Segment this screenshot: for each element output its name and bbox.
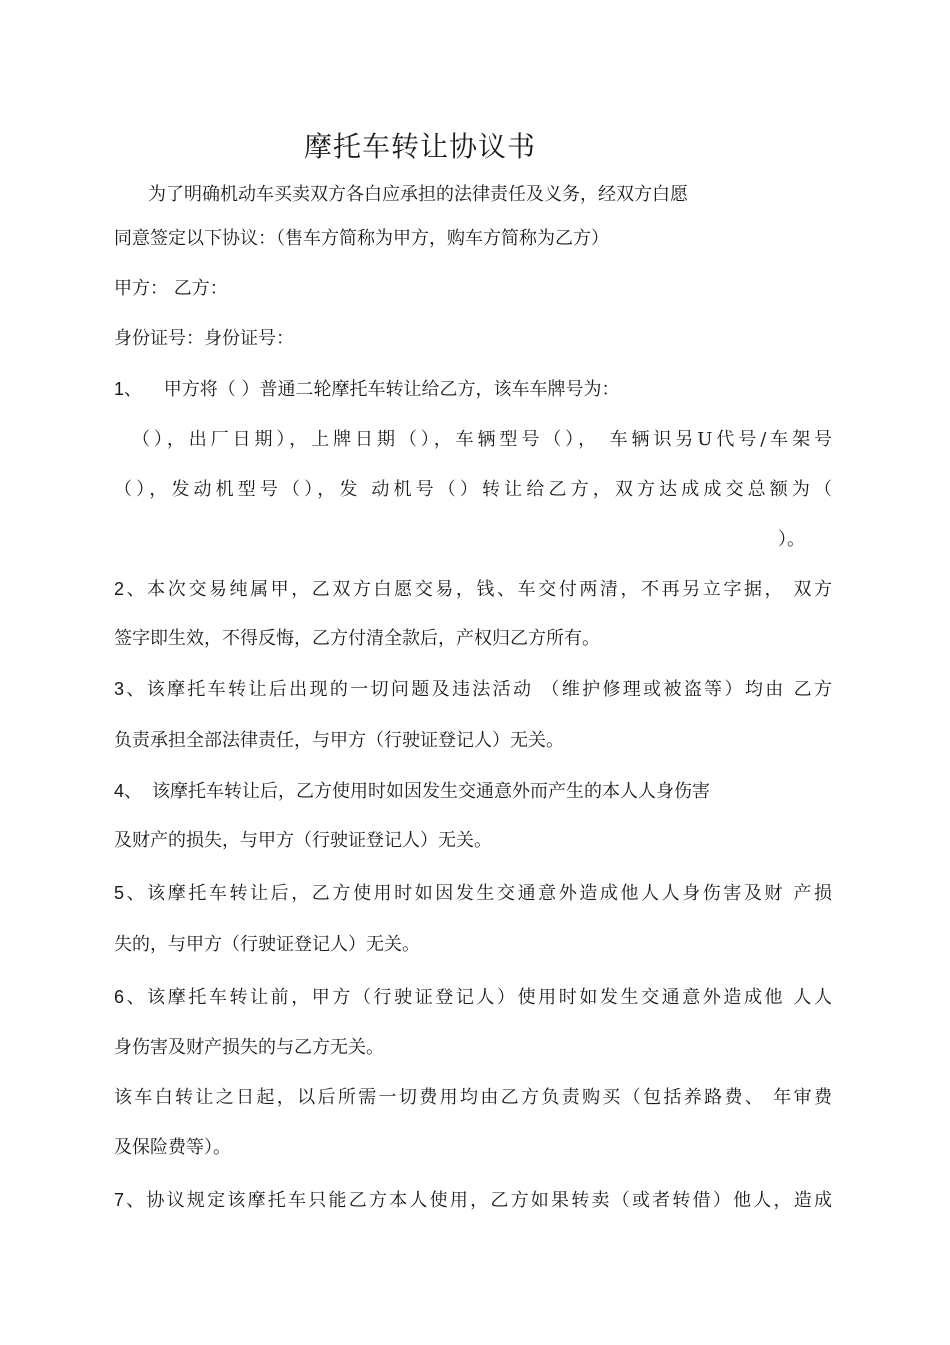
clause-number: 1、 xyxy=(114,379,143,399)
clause-1-line-2: （），出厂日期），上牌日期（），车辆型号（）， 车辆识另U代号/车架号 xyxy=(132,429,832,450)
clause-text: 该摩托车转让前，甲方（行驶证登记人）使用时如发生交通意外造成他 人人 xyxy=(147,987,832,1008)
clause-number: 7、 xyxy=(114,1190,147,1210)
clause-1-line-3: （），发动机型号（），发 动机号（）转让给乙方，双方达成成交总额为（ xyxy=(114,479,832,500)
clause-4 xyxy=(114,779,710,804)
clause-7 xyxy=(114,1188,832,1213)
clause-text: 该摩托车转让后出现的一切问题及违法活动 （维护修理或被盗等）均由 乙方 xyxy=(146,679,832,700)
clause-number: 4、 xyxy=(114,781,143,801)
clause-2 xyxy=(114,577,832,602)
clause-6 xyxy=(114,985,832,1010)
clause-1 xyxy=(114,377,619,402)
document-title: 摩托车转让协议书 xyxy=(304,130,537,163)
clause-5-line-2: 失的，与甲方（行驶证登记人）无关。 xyxy=(114,934,420,955)
intro-line-1: 为了明确机动车买卖双方各白应承担的法律责任及义务，经双方白愿 xyxy=(148,184,688,205)
clause-text: 该摩托车转让后，乙方使用时如因发生交通意外造成他人人身伤害及财 产损 xyxy=(147,883,832,904)
clause-number: 5、 xyxy=(114,883,148,903)
clause-2-line-2: 签字即生效，不得反悔，乙方付清全款后，产权归乙方所有。 xyxy=(114,628,600,649)
clause-text: 协议规定该摩托车只能乙方本人使用，乙方如果转卖（或者转借）他人，造成 xyxy=(146,1190,832,1211)
clause-number: 3、 xyxy=(114,679,147,699)
clause-4-line-2: 及财产的损失，与甲方（行驶证登记人）无关。 xyxy=(114,830,492,851)
id-numbers-line: 身份证号：身份证号： xyxy=(114,328,294,349)
clause-3 xyxy=(114,677,832,702)
clause-number: 6、 xyxy=(114,987,148,1007)
clause-6-extra-2: 及保险费等）。 xyxy=(114,1137,231,1158)
clause-number: 2、 xyxy=(114,579,148,599)
clause-text: 本次交易纯属甲，乙双方白愿交易，钱、车交付两清，不再另立字据， 双方 xyxy=(147,579,832,600)
clause-5 xyxy=(114,881,832,906)
clause-6-extra-1: 该车白转让之日起，以后所需一切费用均由乙方负责购买（包括养路费、 年审费 xyxy=(114,1087,832,1108)
clause-text: 甲方将（ ）普通二轮摩托车转让给乙方，该车车牌号为： xyxy=(163,379,620,400)
clause-1-line-4: ）。 xyxy=(778,529,805,550)
clause-text: 该摩托车转让后，乙方使用时如因发生交通意外而产生的本人人身伤害 xyxy=(152,781,711,802)
intro-line-2: 同意签定以下协议：（售车方简称为甲方，购车方简称为乙方） xyxy=(114,228,609,249)
clause-3-line-2: 负责承担全部法律责任，与甲方（行驶证登记人）无关。 xyxy=(114,730,564,751)
parties-line: 甲方： 乙方： xyxy=(114,278,228,299)
clause-6-line-2: 身伤害及财产损失的与乙方无关。 xyxy=(114,1037,384,1058)
